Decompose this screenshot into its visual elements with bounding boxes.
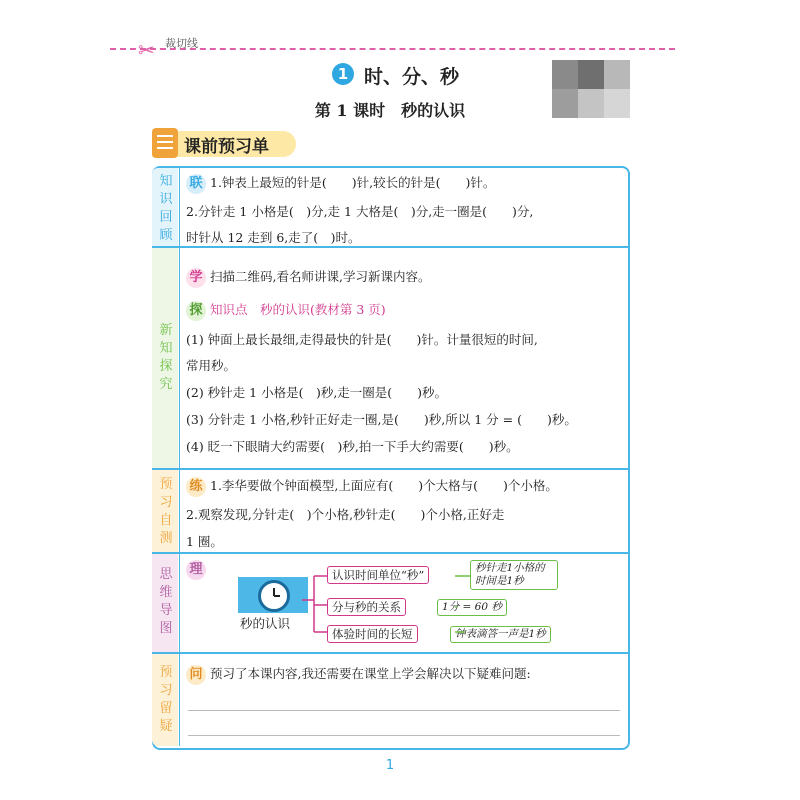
explore-line-1: (1) 钟面上最长最细,走得最快的针是( )针。计量很短的时间, (186, 332, 538, 347)
mindmap-leaf-1: 秒针走1小格的时间是1秒 (470, 560, 558, 590)
learn-line (186, 268, 430, 288)
side-label-practice-text: 预习自测 (159, 477, 173, 546)
tag-lian-practice: 练 (186, 477, 206, 497)
mindmap-leaf-3: 钟表滴答一声是1秒 (450, 626, 551, 643)
side-label-questions (152, 664, 180, 736)
explore-line-4: (3) 分针走 1 小格,秒针正好走一圈,是( )秒,所以 1 分 = ( )秒。 (186, 412, 577, 427)
mindmap-center: 秒的认识 (240, 616, 291, 631)
mindmap-leaf-connectors (455, 568, 475, 638)
divider (152, 468, 628, 470)
tag-wen: 问 (186, 665, 206, 685)
review-line-3: 时针从 12 走到 6,走了( )时。 (186, 230, 361, 245)
practice-line-1 (186, 477, 558, 497)
side-label-mindmap-text: 思维导图 (159, 567, 173, 636)
question-prompt: 预习了本课内容,我还需要在课堂上学会解决以下疑难问题: (210, 666, 531, 681)
tag-li: 理 (186, 560, 206, 580)
worksheet-box (152, 166, 630, 750)
scroll-icon (152, 128, 178, 158)
explore-line-3: (2) 秒针走 1 小格是( )秒,走一圈是( )秒。 (186, 385, 448, 400)
probe-line (186, 301, 386, 321)
review-line-1 (186, 174, 495, 194)
unit-number-badge: 1 (332, 63, 354, 85)
scissors-icon: ✂ (138, 38, 155, 62)
review-text-1: 1.钟表上最短的针是( )针,较长的针是( )针。 (210, 175, 496, 190)
mindmap-tag-wrap (186, 560, 210, 580)
mindmap-leaf-2: 1分 = 60 秒 (437, 599, 507, 616)
mindmap-node-1: 认识时间单位“秒” (327, 566, 429, 584)
qr-code[interactable] (552, 60, 630, 118)
explore-line-5: (4) 眨一下眼睛大约需要( )秒,拍一下手大约需要( )秒。 (186, 439, 519, 454)
side-label-explore (152, 322, 180, 394)
knowledge-point: 知识点 秒的认识(教材第 3 页) (210, 302, 386, 317)
mindmap-connectors (300, 560, 330, 640)
divider (152, 552, 628, 554)
review-line-2: 2.分针走 1 小格是( )分,走 1 大格是( )分,走一圈是( )分, (186, 204, 534, 219)
practice-text-1: 1.李华要做个钟面模型,上面应有( )个大格与( )个小格。 (210, 478, 558, 493)
side-label-questions-text: 预习留疑 (159, 665, 173, 734)
side-divider (179, 168, 180, 746)
mindmap-node-2: 分与秒的关系 (327, 598, 406, 616)
tag-tan: 探 (186, 301, 206, 321)
unit-title: 时、分、秒 (364, 66, 460, 88)
clock-icon (258, 580, 290, 612)
answer-line-2[interactable] (188, 735, 620, 736)
practice-line-3: 1 圈。 (186, 534, 223, 549)
tag-lian: 联 (186, 174, 206, 194)
side-label-practice (152, 476, 180, 548)
section-banner-label: 课前预习单 (184, 137, 269, 157)
explore-line-2: 常用秒。 (186, 358, 237, 373)
cut-label: 裁切线 (165, 37, 198, 50)
side-label-mindmap (152, 566, 180, 638)
side-label-explore-text: 新知探究 (159, 323, 173, 392)
practice-line-2: 2.观察发现,分针走( )个小格,秒针走( )个小格,正好走 (186, 507, 505, 522)
tag-xue: 学 (186, 268, 206, 288)
question-line (186, 665, 531, 685)
divider (152, 652, 628, 654)
lesson-title: 第 1 课时 秒的认识 (314, 101, 466, 120)
page-number: 1 (385, 758, 395, 773)
mindmap-node-3: 体验时间的长短 (327, 625, 418, 643)
learn-text: 扫描二维码,看名师讲课,学习新课内容。 (210, 269, 431, 284)
side-label-review-text: 知识回顾 (159, 174, 173, 243)
side-label-review (152, 173, 180, 245)
answer-line-1[interactable] (188, 710, 620, 711)
